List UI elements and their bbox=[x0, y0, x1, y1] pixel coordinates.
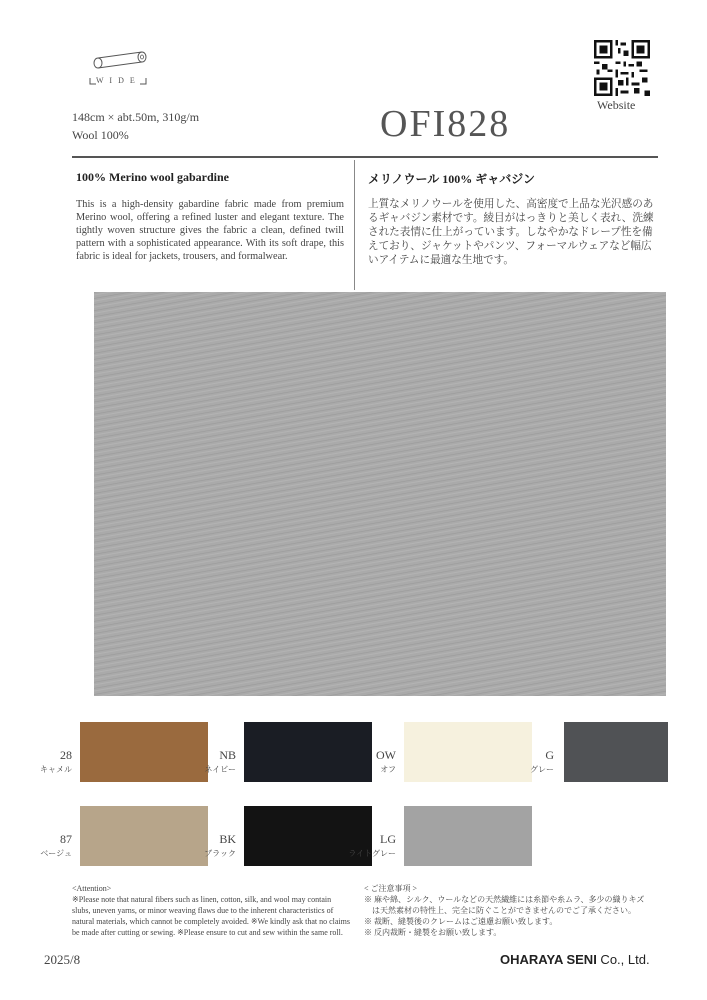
swatch-code-ow: OW bbox=[376, 748, 396, 762]
swatch-code-28: 28 bbox=[60, 748, 72, 762]
column-divider bbox=[354, 160, 355, 290]
japanese-description: 上質なメリノウールを使用した、高密度で上品な光沢感のあるギャバジン素材です。綾目がはっきりと美しく表れ、洗練された表情に仕上がっています。しなやかなドレープ性を備えており、ジャケットやパンツ、フォーマルウェアなど幅広いアイテムに最適な生地です。 bbox=[368, 199, 654, 266]
wide-label: W I D E bbox=[96, 76, 137, 85]
product-code: OFI828 bbox=[380, 103, 511, 145]
swatch-code-bk: BK bbox=[219, 832, 236, 846]
company-name-main: OHARAYA SENI bbox=[500, 952, 597, 967]
attention-title-jp: < ご注意事項 > bbox=[364, 884, 418, 893]
swatch-name-28: キャメル bbox=[40, 765, 72, 774]
swatch-code-87: 87 bbox=[60, 832, 72, 846]
attention-line-jp: ※ 裁断、縫製後のクレームはご遠慮お願い致します。 bbox=[364, 917, 558, 926]
main-fabric-swatch bbox=[94, 292, 666, 696]
issue-date: 2025/8 bbox=[44, 952, 81, 967]
spec-line: 148cm × abt.50m, 310g/m bbox=[72, 110, 200, 124]
composition: Wool 100% bbox=[72, 128, 129, 142]
header-divider bbox=[72, 156, 658, 158]
attention-line-jp: ※ 反内裁断・縫製をお願い致します。 bbox=[364, 928, 502, 937]
swatch-code-g: G bbox=[545, 748, 554, 762]
attention-note-english bbox=[72, 883, 350, 938]
english-heading: 100% Merino wool gabardine bbox=[76, 170, 229, 184]
attention-title: <Attention> bbox=[72, 884, 112, 893]
swatch-name-nb: ネイビー bbox=[204, 765, 236, 774]
swatch-code-lg: LG bbox=[380, 832, 396, 846]
swatch-name-g: グレー bbox=[530, 765, 554, 774]
website-label: Website bbox=[597, 98, 636, 112]
attention-text: ※Please note that natural fibers such as linen, cotton, silk, and wool may contain slubs, uneven yarns, or minor weaving flaws due to the inherent characteristics of natural materials, which cannot be completely avoided. ※We kindly ask that no claims be made after cutting or sewing. ※Please ensure to cut and sew within the same roll. bbox=[72, 895, 350, 937]
attention-note-japanese bbox=[364, 883, 664, 938]
english-description: This is a high-density gabardine fabric made from premium Merino wool, offering a refined luster and elegant texture. The tightly woven structure gives the fabric a clean, defined twill pattern with a sophisticated appearance. With its soft drape, this fabric is ideal for jackets, trousers, and formalwear. bbox=[76, 199, 344, 262]
swatch-lg[interactable] bbox=[404, 806, 532, 866]
swatch-g[interactable] bbox=[564, 722, 668, 782]
attention-line-jp: ※ 麻や綿、シルク、ウールなどの天然繊維には糸節や糸ムラ、多少の織りキズ bbox=[364, 895, 645, 904]
swatch-name-lg: ライトグレー bbox=[348, 849, 396, 858]
swatch-code-nb: NB bbox=[219, 748, 236, 762]
swatch-name-bk: ブラック bbox=[204, 849, 236, 858]
swatch-name-87: ベージュ bbox=[40, 849, 72, 858]
swatch-name-ow: オフ bbox=[380, 765, 396, 774]
attention-line-jp: は天然素材の特性上、完全に防ぐことができませんのでご了承ください。 bbox=[364, 906, 636, 915]
qr-code-icon[interactable] bbox=[594, 40, 650, 96]
japanese-heading: メリノウール 100% ギャバジン bbox=[368, 172, 535, 186]
company-name bbox=[500, 952, 650, 967]
company-name-suffix: Co., Ltd. bbox=[596, 952, 650, 967]
